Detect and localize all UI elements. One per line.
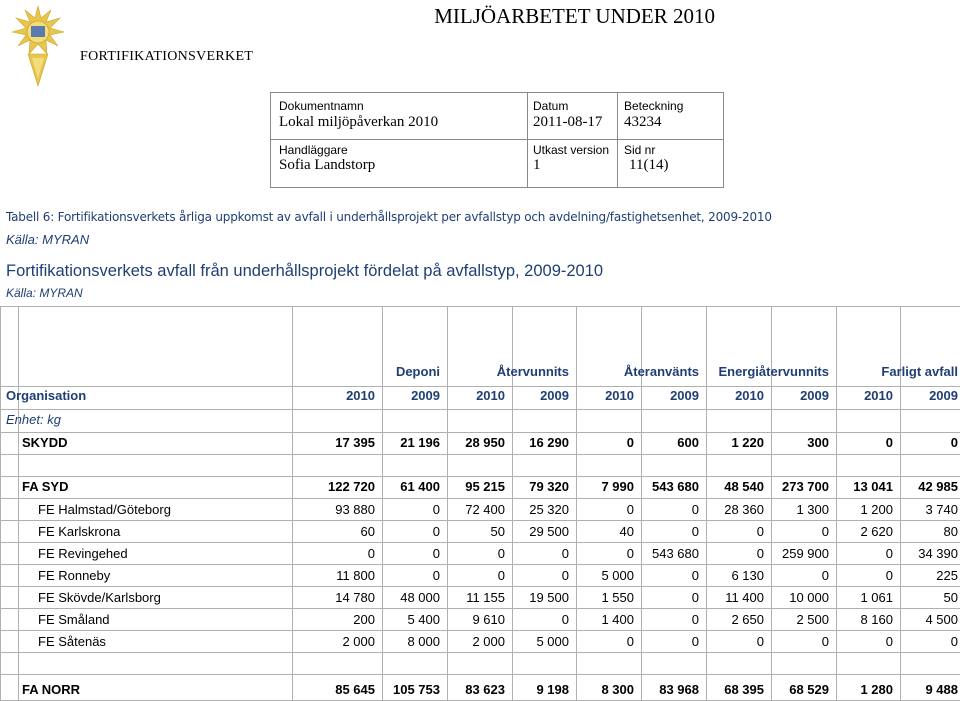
table-cell: 50 bbox=[490, 524, 505, 539]
year-header: 2010 bbox=[735, 388, 764, 403]
table-cell: 50 bbox=[943, 590, 958, 605]
table-cell: 21 196 bbox=[400, 435, 440, 450]
year-header: 2010 bbox=[346, 388, 375, 403]
year-header: 2010 bbox=[476, 388, 505, 403]
table-cell: 1 280 bbox=[860, 682, 893, 697]
grid-row-line bbox=[0, 409, 960, 410]
table-cell: 80 bbox=[943, 524, 958, 539]
year-header: 2009 bbox=[540, 388, 569, 403]
table-cell: 0 bbox=[432, 546, 440, 561]
table-cell: 6 130 bbox=[731, 568, 764, 583]
grid-row-line bbox=[0, 652, 960, 653]
table-cell: 4 500 bbox=[925, 612, 958, 627]
year-header: 2010 bbox=[605, 388, 634, 403]
grid-row-line bbox=[0, 386, 960, 387]
year-header: 2009 bbox=[800, 388, 829, 403]
table-cell: 0 bbox=[821, 524, 829, 539]
table-cell: 0 bbox=[756, 634, 764, 649]
table-cell: 9 488 bbox=[925, 682, 958, 697]
table-cell: 2 500 bbox=[796, 612, 829, 627]
table-cell: 93 880 bbox=[335, 502, 375, 517]
table-cell: 29 500 bbox=[529, 524, 569, 539]
table-cell: 10 000 bbox=[789, 590, 829, 605]
table-cell: 0 bbox=[367, 546, 375, 561]
caption-source: Källa: MYRAN bbox=[6, 232, 90, 247]
table-cell: 2 650 bbox=[731, 612, 764, 627]
table-cell: 0 bbox=[626, 502, 634, 517]
table-cell: 28 360 bbox=[724, 502, 764, 517]
table-cell: 105 753 bbox=[393, 682, 440, 697]
table-cell: 2 000 bbox=[472, 634, 505, 649]
table-cell: 543 680 bbox=[652, 546, 699, 561]
table-cell: 600 bbox=[677, 435, 699, 450]
table-cell: 0 bbox=[950, 634, 958, 649]
row-label: SKYDD bbox=[22, 435, 68, 450]
table-cell: 5 400 bbox=[407, 612, 440, 627]
table-cell: 1 400 bbox=[601, 612, 634, 627]
table-cell: 60 bbox=[360, 524, 375, 539]
datum-label: Datum bbox=[533, 99, 569, 113]
dokumentnamn-value: Lokal miljöpåverkan 2010 bbox=[279, 114, 439, 130]
grid-row-line bbox=[0, 674, 960, 675]
year-header: 2009 bbox=[411, 388, 440, 403]
table-source: Källa: MYRAN bbox=[6, 286, 83, 300]
table-cell: 0 bbox=[691, 590, 699, 605]
table-cell: 0 bbox=[691, 634, 699, 649]
table-cell: 8 160 bbox=[860, 612, 893, 627]
row-label: FE Karlskrona bbox=[38, 524, 121, 539]
row-label: FE Ronneby bbox=[38, 568, 111, 583]
table-cell: 19 500 bbox=[529, 590, 569, 605]
table-cell: 2 620 bbox=[860, 524, 893, 539]
fortifikationsverket-emblem-icon bbox=[6, 2, 70, 92]
table-cell: 48 540 bbox=[724, 479, 764, 494]
table-cell: 3 740 bbox=[925, 502, 958, 517]
row-label: FE Skövde/Karlsborg bbox=[38, 590, 161, 605]
table-cell: 95 215 bbox=[465, 479, 505, 494]
table-cell: 14 780 bbox=[335, 590, 375, 605]
table-cell: 1 061 bbox=[860, 590, 893, 605]
waste-table bbox=[0, 306, 960, 701]
category-header: Återanvänts bbox=[623, 364, 699, 379]
grid-row-line bbox=[0, 432, 960, 433]
table-cell: 0 bbox=[497, 568, 505, 583]
table-caption: Tabell 6: Fortifikationsverkets årliga uppkomst av avfall i underhållsprojekt per avfallstyp och avdelning/fastighetsenhet, 2009-2010 bbox=[6, 210, 772, 224]
table-cell: 79 320 bbox=[529, 479, 569, 494]
page-title: MILJÖARBETET UNDER 2010 bbox=[434, 4, 715, 28]
table-cell: 1 200 bbox=[860, 502, 893, 517]
table-cell: 85 645 bbox=[335, 682, 375, 697]
document-metadata-box bbox=[270, 92, 724, 188]
table-cell: 9 610 bbox=[472, 612, 505, 627]
table-cell: 225 bbox=[936, 568, 958, 583]
table-cell: 0 bbox=[821, 634, 829, 649]
sidnr-label: Sid nr bbox=[624, 143, 656, 157]
grid-row-line bbox=[0, 564, 960, 565]
table-cell: 34 390 bbox=[918, 546, 958, 561]
table-cell: 0 bbox=[561, 568, 569, 583]
utkast-value: 1 bbox=[533, 157, 541, 173]
table-cell: 0 bbox=[626, 546, 634, 561]
table-cell: 273 700 bbox=[782, 479, 829, 494]
table-cell: 0 bbox=[691, 612, 699, 627]
table-cell: 7 990 bbox=[601, 479, 634, 494]
datum-value: 2011-08-17 bbox=[533, 114, 603, 130]
table-cell: 16 290 bbox=[529, 435, 569, 450]
table-cell: 0 bbox=[561, 612, 569, 627]
table-cell: 0 bbox=[885, 568, 893, 583]
handlaggare-value: Sofia Landstorp bbox=[279, 157, 376, 173]
year-header: 2010 bbox=[864, 388, 893, 403]
dokumentnamn-label: Dokumentnamn bbox=[279, 99, 364, 113]
row-label: FE Såtenäs bbox=[38, 634, 106, 649]
table-cell: 0 bbox=[821, 568, 829, 583]
grid-row-line bbox=[0, 520, 960, 521]
handlaggare-label: Handläggare bbox=[279, 143, 348, 157]
table-cell: 28 950 bbox=[465, 435, 505, 450]
table-cell: 1 550 bbox=[601, 590, 634, 605]
table-cell: 1 220 bbox=[731, 435, 764, 450]
table-cell: 0 bbox=[756, 546, 764, 561]
table-cell: 1 300 bbox=[796, 502, 829, 517]
organisation-label: Organisation bbox=[6, 388, 87, 403]
grid-row-line bbox=[0, 454, 960, 455]
grid-row-line bbox=[0, 542, 960, 543]
grid-column-line bbox=[0, 306, 1, 701]
unit-label: Enhet: kg bbox=[6, 412, 61, 427]
row-label: FA NORR bbox=[22, 682, 81, 697]
table-cell: 42 985 bbox=[918, 479, 958, 494]
table-cell: 0 bbox=[432, 524, 440, 539]
utkast-label: Utkast version bbox=[533, 143, 610, 157]
organization-name: FORTIFIKATIONSVERKET bbox=[80, 49, 254, 64]
table-cell: 0 bbox=[691, 502, 699, 517]
year-header: 2009 bbox=[670, 388, 699, 403]
grid-row-line bbox=[0, 630, 960, 631]
table-cell: 0 bbox=[626, 435, 634, 450]
table-cell: 0 bbox=[885, 546, 893, 561]
table-cell: 61 400 bbox=[400, 479, 440, 494]
table-cell: 0 bbox=[691, 524, 699, 539]
row-label: FE Revingehed bbox=[38, 546, 128, 561]
table-cell: 72 400 bbox=[465, 502, 505, 517]
table-cell: 48 000 bbox=[400, 590, 440, 605]
table-cell: 11 800 bbox=[336, 568, 375, 583]
table-cell: 122 720 bbox=[328, 479, 375, 494]
table-cell: 17 395 bbox=[335, 435, 375, 450]
table-cell: 9 198 bbox=[536, 682, 569, 697]
table-cell: 5 000 bbox=[601, 568, 634, 583]
grid-column-line bbox=[18, 306, 19, 701]
row-label: FE Halmstad/Göteborg bbox=[38, 502, 171, 517]
category-header: Energiåtervunnits bbox=[718, 364, 829, 379]
grid-row-line bbox=[0, 498, 960, 499]
table-cell: 25 320 bbox=[529, 502, 569, 517]
table-cell: 11 155 bbox=[466, 590, 505, 605]
row-label: FA SYD bbox=[22, 479, 69, 494]
table-title: Fortifikationsverkets avfall från underhållsprojekt fördelat på avfallstyp, 2009-2010 bbox=[6, 262, 604, 280]
table-cell: 0 bbox=[885, 435, 893, 450]
grid-row-line bbox=[0, 608, 960, 609]
table-cell: 40 bbox=[619, 524, 634, 539]
sidnr-value: 11(14) bbox=[629, 157, 669, 173]
category-header: Farligt avfall bbox=[881, 364, 958, 379]
table-cell: 0 bbox=[561, 546, 569, 561]
table-cell: 0 bbox=[432, 568, 440, 583]
table-cell: 11 400 bbox=[725, 590, 764, 605]
table-cell: 0 bbox=[756, 524, 764, 539]
table-cell: 13 041 bbox=[853, 479, 893, 494]
row-label: FE Småland bbox=[38, 612, 110, 627]
table-cell: 83 623 bbox=[465, 682, 505, 697]
grid-row-line bbox=[0, 306, 960, 307]
table-cell: 68 529 bbox=[789, 682, 829, 697]
table-cell: 0 bbox=[626, 634, 634, 649]
table-cell: 2 000 bbox=[342, 634, 375, 649]
table-cell: 0 bbox=[497, 546, 505, 561]
table-cell: 0 bbox=[950, 435, 958, 450]
beteckning-label: Beteckning bbox=[624, 99, 684, 113]
table-cell: 543 680 bbox=[652, 479, 699, 494]
table-cell: 259 900 bbox=[782, 546, 829, 561]
table-cell: 68 395 bbox=[724, 682, 764, 697]
year-header: 2009 bbox=[929, 388, 958, 403]
table-cell: 300 bbox=[807, 435, 829, 450]
table-cell: 0 bbox=[432, 502, 440, 517]
table-cell: 0 bbox=[885, 634, 893, 649]
table-cell: 8 000 bbox=[407, 634, 440, 649]
table-cell: 5 000 bbox=[536, 634, 569, 649]
table-cell: 200 bbox=[353, 612, 375, 627]
table-cell: 83 968 bbox=[659, 682, 699, 697]
grid-row-line bbox=[0, 586, 960, 587]
category-header: Återvunnits bbox=[496, 364, 569, 379]
grid-row-line bbox=[0, 476, 960, 477]
table-cell: 8 300 bbox=[601, 682, 634, 697]
category-header: Deponi bbox=[395, 364, 440, 379]
beteckning-value: 43234 bbox=[624, 114, 662, 130]
table-cell: 0 bbox=[691, 568, 699, 583]
